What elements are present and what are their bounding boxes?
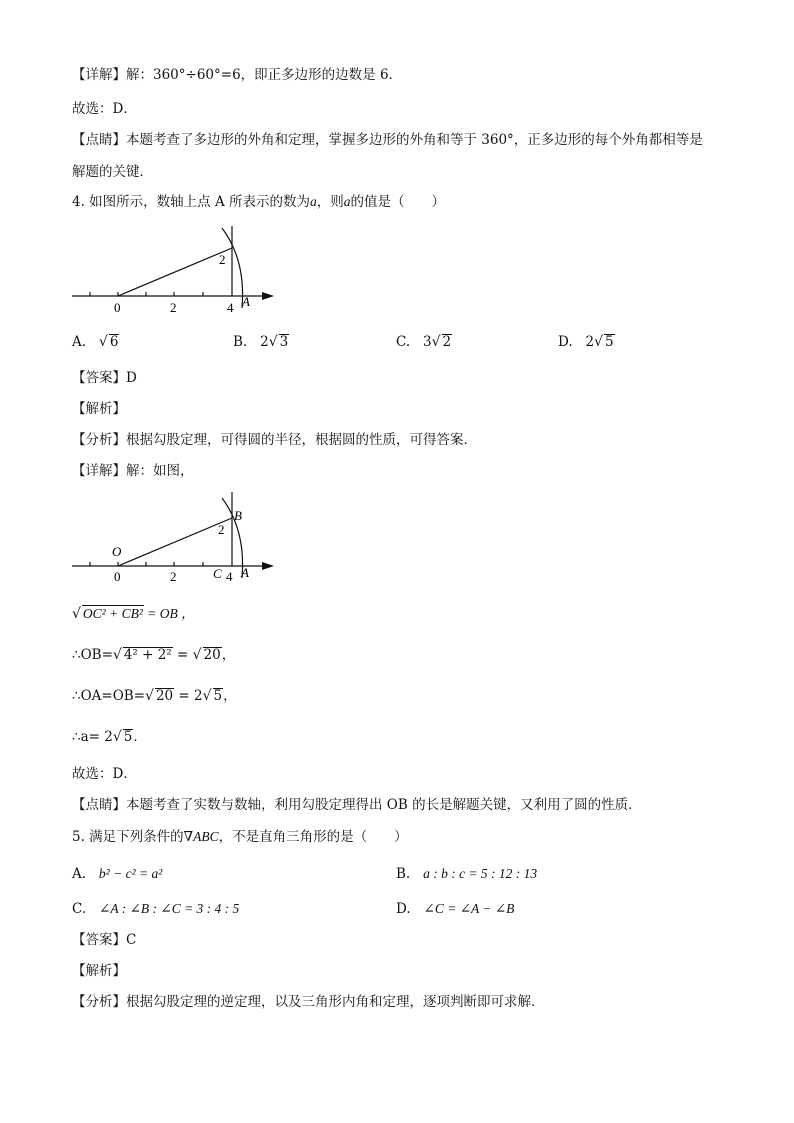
analyze-text: 根据勾股定理的逆定理，以及三角形内角和定理，逐项判断即可求解． xyxy=(126,994,545,1010)
q4-var-a-2: a xyxy=(343,194,351,209)
comment-text: 本题考查了多边形的外角和定理，掌握多边形的外角和等于 360°，正多边形的每个外角都相等是 xyxy=(126,132,703,148)
q4-option-letter: B. xyxy=(233,334,248,350)
analyze-tag: 【分析】 xyxy=(72,994,126,1010)
q4-analysis-heading xyxy=(72,400,126,418)
q4-analyze-line xyxy=(72,431,477,449)
q4-stem xyxy=(72,193,445,211)
q4-option-b xyxy=(233,332,289,352)
eq3-radicand: 20 xyxy=(155,688,174,704)
q4-option-a xyxy=(72,332,119,352)
radical-icon: √ xyxy=(594,334,604,350)
answer-tag: 【答案】 xyxy=(72,370,126,386)
q5-answer-line xyxy=(72,931,136,949)
q4-option-c xyxy=(396,332,452,352)
detail-tag: 【详解】 xyxy=(72,67,126,83)
fig1-tick-0: 0 xyxy=(114,300,121,315)
q5-option-c xyxy=(72,899,239,919)
q5-option-d xyxy=(396,899,514,919)
eq3-prefix: ∴OA=OB= xyxy=(72,688,146,704)
eq4-end: ． xyxy=(133,729,147,745)
q4-option-letter: A. xyxy=(72,334,87,350)
q4-answer-line xyxy=(72,369,137,387)
detail-line xyxy=(72,66,402,84)
q5-option-expr: a : b : c = 5 : 12 : 13 xyxy=(423,866,538,881)
q5-analyze-line xyxy=(72,993,545,1011)
q5-option-letter: C. xyxy=(72,901,87,917)
comment-tag: 【点睛】 xyxy=(72,797,126,813)
q4-option-letter: D. xyxy=(558,334,573,350)
answer-tag: 【答案】 xyxy=(72,932,126,948)
q4-eq3 xyxy=(72,686,237,706)
eq1-radicand: OC² + CB² xyxy=(82,606,143,621)
q5-triangle: ∇ABC xyxy=(183,829,219,844)
comment-text: 本题考查了实数与数轴，利用勾股定理得出 OB 的长是解题关键，又利用了圆的性质． xyxy=(126,797,642,813)
answer-value: D xyxy=(126,370,137,386)
fig1-point-a: A xyxy=(242,294,250,309)
q5-option-expr: ∠C = ∠A − ∠B xyxy=(423,901,515,916)
q4-var-a: a xyxy=(310,194,317,209)
fig2-point-b: B xyxy=(234,508,242,523)
eq2-equals: = xyxy=(172,647,193,663)
eq2-end: ， xyxy=(221,647,236,663)
q5-option-letter: B. xyxy=(396,866,411,882)
eq2-radicand-2: 20 xyxy=(203,647,221,663)
q4-detail-line xyxy=(72,462,194,480)
eq1-rhs: = OB ， xyxy=(143,606,195,621)
radical-icon: √ xyxy=(112,729,122,745)
fig1-tick-4: 4 xyxy=(227,300,234,315)
fig2-tick-4: 4 xyxy=(226,569,233,584)
comment-line xyxy=(72,131,703,149)
q4-option-letter: C. xyxy=(396,334,411,350)
q4-stem-c: 的值是（ ） xyxy=(350,194,446,210)
comment-line-2: 解题的关键． xyxy=(72,164,153,180)
q4-eq4 xyxy=(72,727,147,747)
q4-option-radicand: 5 xyxy=(605,334,614,350)
fig2-point-c: C xyxy=(213,566,222,581)
radical-icon: √ xyxy=(202,688,212,704)
analyze-text: 根据勾股定理，可得圆的半径，根据圆的性质，可得答案． xyxy=(126,432,477,448)
analysis-tag: 【解析】 xyxy=(72,401,126,417)
eq4-radicand: 5 xyxy=(123,729,133,745)
q4-stem-b: ，则 xyxy=(316,194,344,210)
q5-stem xyxy=(72,828,408,846)
q4-option-coef: 3 xyxy=(423,334,432,350)
q5-stem-a: 5. 满足下列条件的 xyxy=(72,829,184,845)
radical-icon: √ xyxy=(268,334,278,350)
q4-eq2 xyxy=(72,645,235,665)
detail-text: 解：360°÷60°=6，即正多边形的边数是 6． xyxy=(126,67,403,83)
fig1-tick-2: 2 xyxy=(170,300,177,315)
q5-option-letter: D. xyxy=(396,901,411,917)
number-line-figure-1 xyxy=(66,220,286,320)
q5-option-a xyxy=(72,864,162,884)
eq2-radicand: 4² + 2² xyxy=(123,647,172,663)
q4-comment-line xyxy=(72,796,642,814)
detail-tag: 【详解】 xyxy=(72,463,126,479)
eq3-radicand-2: 5 xyxy=(213,688,223,704)
fig2-point-a: A xyxy=(241,565,249,580)
analyze-tag: 【分析】 xyxy=(72,432,126,448)
q4-option-d xyxy=(558,332,615,352)
q5-option-expr: ∠A : ∠B : ∠C = 3 : 4 : 5 xyxy=(99,901,240,916)
q5-analysis-heading xyxy=(72,962,126,980)
eq3-mid: = 2 xyxy=(174,688,203,704)
fig1-side-label: 2 xyxy=(219,252,226,267)
radical-icon: √ xyxy=(98,334,108,350)
q4-option-coef: 2 xyxy=(260,334,269,350)
q4-stem-a: 4. 如图所示，数轴上点 A 所表示的数为 xyxy=(72,194,311,210)
answer-value: C xyxy=(126,932,137,948)
fig2-tick-0: 0 xyxy=(114,569,121,584)
q4-option-radicand: 3 xyxy=(279,334,289,350)
q4-option-radicand: 6 xyxy=(109,334,119,350)
q4-option-coef: 2 xyxy=(585,334,595,350)
radical-icon: √ xyxy=(192,647,202,663)
choose-line: 故选：D． xyxy=(72,101,137,117)
eq3-end: ， xyxy=(223,688,237,704)
eq4-prefix: ∴a= 2 xyxy=(72,729,113,745)
radical-icon: √ xyxy=(145,688,154,704)
radical-icon: √ xyxy=(72,606,81,622)
q5-option-b xyxy=(396,864,537,884)
q5-stem-b: ，不是直角三角形的是（ ） xyxy=(218,829,408,845)
radical-icon: √ xyxy=(112,647,122,663)
q5-option-letter: A. xyxy=(72,866,87,882)
q4-eq1 xyxy=(72,604,195,624)
analysis-tag: 【解析】 xyxy=(72,963,126,979)
fig2-point-o: O xyxy=(112,544,122,559)
q4-option-radicand: 2 xyxy=(442,334,452,350)
radical-icon: √ xyxy=(431,334,441,350)
fig2-tick-2: 2 xyxy=(170,569,177,584)
fig2-side-label: 2 xyxy=(218,522,225,537)
q5-option-expr: b² − c² = a² xyxy=(98,866,163,881)
eq2-prefix: ∴OB= xyxy=(72,647,113,663)
comment-tag: 【点睛】 xyxy=(72,132,126,148)
number-line-figure-2 xyxy=(66,490,286,590)
detail-text: 解：如图， xyxy=(126,463,194,479)
q4-choose-line: 故选：D． xyxy=(72,766,137,782)
